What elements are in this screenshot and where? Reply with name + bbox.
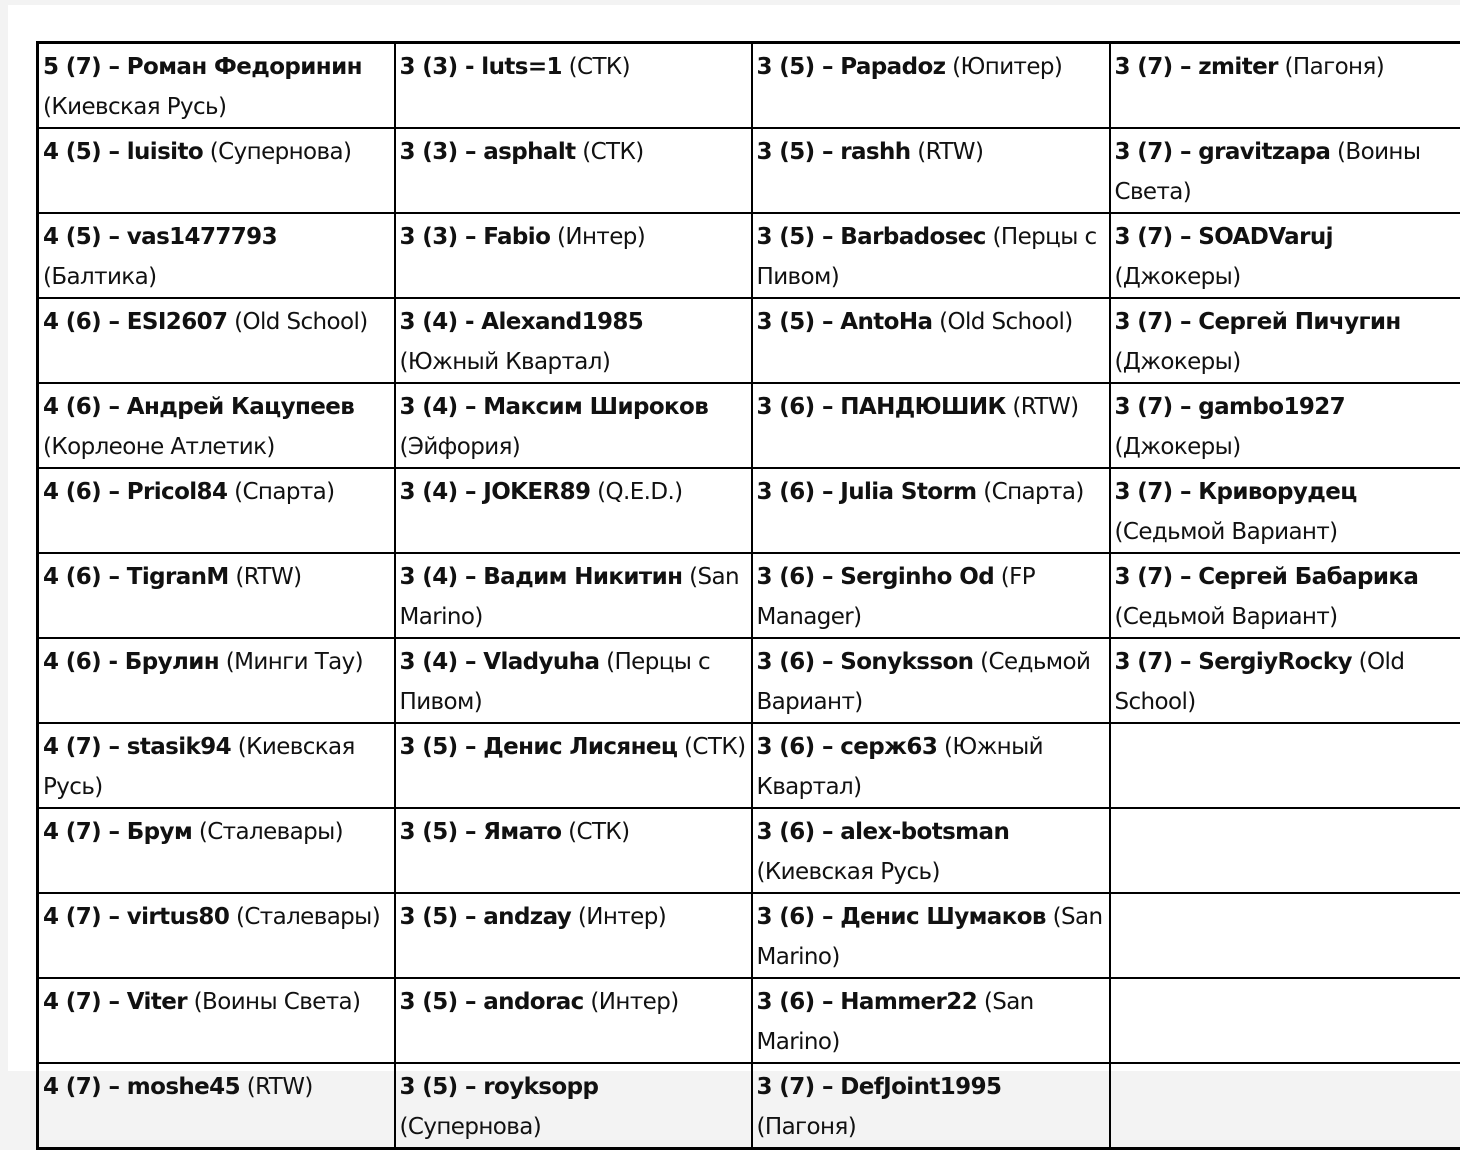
table-row (38, 298, 1460, 383)
player-team: (Пагоня) (1278, 54, 1384, 80)
player-team: (Сталевары) (192, 819, 343, 845)
player-team: (СТК) (562, 54, 630, 80)
player-score-name: 4 (6) – Pricol84 (43, 479, 227, 505)
table-cell (1110, 468, 1460, 553)
player-team: (Old School) (227, 309, 367, 335)
table-cell (1110, 808, 1460, 893)
table-row (38, 638, 1460, 723)
player-score-name: 3 (7) – gambo1927 (1115, 394, 1346, 420)
player-score-name: 3 (4) - Alexand1985 (400, 309, 644, 335)
player-team: (Джокеры) (1115, 264, 1241, 290)
player-score-name: 3 (6) – Serginho Od (757, 564, 995, 590)
table-cell (752, 468, 1110, 553)
player-score-name: 4 (6) – TigranM (43, 564, 229, 590)
player-score-name: 3 (3) – asphalt (400, 139, 576, 165)
table-cell (38, 808, 395, 893)
table-cell (752, 808, 1110, 893)
player-team: (Седьмой Вариант) (1115, 519, 1338, 545)
table-cell (752, 383, 1110, 468)
table-cell (1110, 213, 1460, 298)
player-team: (San Marino) (400, 564, 740, 630)
table-cell (395, 213, 752, 298)
player-score-name: 3 (7) – Сергей Пичугин (1115, 309, 1401, 335)
table-cell (752, 43, 1110, 129)
player-team: (Перцы с Пивом) (400, 649, 711, 715)
table-cell (752, 978, 1110, 1063)
table-cell (752, 638, 1110, 723)
player-team: (Балтика) (43, 264, 156, 290)
player-score-table (36, 41, 1460, 1150)
player-team: (Корлеоне Атлетик) (43, 434, 275, 460)
table-cell (1110, 383, 1460, 468)
player-score-name: 3 (5) – andzay (400, 904, 572, 930)
player-team: (Сталевары) (229, 904, 380, 930)
player-team: (Южный Квартал) (400, 349, 611, 375)
player-team: (Воины Света) (187, 989, 360, 1015)
player-team: (RTW) (229, 564, 302, 590)
player-team: (Киевская Русь) (43, 734, 355, 800)
player-team: (Минги Тау) (219, 649, 363, 675)
table-row (38, 808, 1460, 893)
table-cell (395, 128, 752, 213)
table-row (38, 468, 1460, 553)
player-score-name: 4 (6) - Брулин (43, 649, 219, 675)
player-team: (Old School) (1115, 649, 1405, 715)
player-score-name: 4 (5) – luisito (43, 139, 203, 165)
table-cell (1110, 978, 1460, 1063)
table-cell (395, 468, 752, 553)
player-team: (Эйфория) (400, 434, 521, 460)
player-team: (Седьмой Вариант) (757, 649, 1091, 715)
table-cell (38, 553, 395, 638)
document-sheet (8, 5, 1460, 1071)
player-team: (Юпитер) (945, 54, 1062, 80)
player-team: (Интер) (584, 989, 679, 1015)
player-score-name: 4 (7) – Viter (43, 989, 187, 1015)
player-score-name: 3 (5) – Ямато (400, 819, 562, 845)
player-team: (Перцы с Пивом) (757, 224, 1097, 290)
table-row (38, 893, 1460, 978)
player-score-name: 3 (7) – DefJoint1995 (757, 1074, 1002, 1100)
player-score-name: 3 (7) – Криворудец (1115, 479, 1357, 505)
table-row (38, 128, 1460, 213)
table-cell (38, 43, 395, 129)
table-cell (395, 808, 752, 893)
table-cell (38, 893, 395, 978)
player-team: (СТК) (561, 819, 629, 845)
table-cell (395, 723, 752, 808)
table-cell (395, 553, 752, 638)
player-team: (Киевская Русь) (43, 94, 226, 120)
player-score-name: 3 (5) – rashh (757, 139, 911, 165)
player-team: (RTW) (240, 1074, 313, 1100)
player-score-name: 3 (6) – ПАНДЮШИК (757, 394, 1006, 420)
player-team: (San Marino) (757, 904, 1103, 970)
player-team: (San Marino) (757, 989, 1034, 1055)
table-row (38, 383, 1460, 468)
player-team: (Джокеры) (1115, 349, 1241, 375)
table-cell (1110, 298, 1460, 383)
table-row (38, 553, 1460, 638)
player-team: (Супернова) (203, 139, 351, 165)
table-cell (752, 553, 1110, 638)
table-cell (38, 383, 395, 468)
player-score-name: 3 (5) – Barbadosec (757, 224, 986, 250)
player-score-name: 3 (5) – royksopp (400, 1074, 599, 1100)
player-team: (Спарта) (977, 479, 1084, 505)
table-cell (752, 128, 1110, 213)
table-cell (1110, 893, 1460, 978)
table-cell (395, 298, 752, 383)
table-cell (395, 893, 752, 978)
player-score-name: 3 (4) – Вадим Никитин (400, 564, 683, 590)
table-cell (38, 1063, 395, 1149)
player-team: (Седьмой Вариант) (1115, 604, 1338, 630)
player-team: (Воины Света) (1115, 139, 1421, 205)
player-score-name: 3 (5) – Papadoz (757, 54, 946, 80)
player-score-name: 3 (6) – Hammer22 (757, 989, 978, 1015)
player-score-name: 3 (6) – Денис Шумаков (757, 904, 1046, 930)
table-row (38, 213, 1460, 298)
player-score-name: 3 (5) – Денис Лисянец (400, 734, 678, 760)
table-cell (38, 213, 395, 298)
player-score-name: 3 (5) – AntoHa (757, 309, 933, 335)
player-score-name: 4 (7) – stasik94 (43, 734, 231, 760)
player-score-name: 4 (7) – Брум (43, 819, 192, 845)
player-team: (Интер) (550, 224, 645, 250)
player-team: (Пагоня) (757, 1114, 857, 1140)
player-score-name: 3 (4) – Vladyuha (400, 649, 600, 675)
player-score-name: 3 (3) – Fabio (400, 224, 551, 250)
player-team: (Спарта) (227, 479, 334, 505)
player-score-name: 3 (5) – andorac (400, 989, 584, 1015)
player-score-name: 3 (7) – Сергей Бабарика (1115, 564, 1419, 590)
table-cell (395, 1063, 752, 1149)
player-score-name: 3 (6) – Julia Storm (757, 479, 977, 505)
table-cell (38, 298, 395, 383)
table-cell (752, 1063, 1110, 1149)
table-row (38, 43, 1460, 129)
player-score-name: 3 (7) – gravitzapa (1115, 139, 1331, 165)
player-score-name: 3 (6) – alex-botsman (757, 819, 1010, 845)
table-cell (38, 468, 395, 553)
player-score-name: 3 (6) – Sonyksson (757, 649, 974, 675)
table-cell (38, 978, 395, 1063)
player-score-name: 4 (5) – vas1477793 (43, 224, 277, 250)
player-team: (Южный Квартал) (757, 734, 1044, 800)
table-row (38, 1063, 1460, 1149)
player-score-name: 3 (4) – Максим Широков (400, 394, 709, 420)
table-cell (1110, 1063, 1460, 1149)
player-score-name: 5 (7) – Роман Федоринин (43, 54, 362, 80)
player-team: (RTW) (1006, 394, 1079, 420)
table-cell (752, 893, 1110, 978)
table-cell (38, 128, 395, 213)
table-cell (395, 43, 752, 129)
player-score-name: 4 (6) – ESI2607 (43, 309, 227, 335)
player-team: (СТК) (677, 734, 745, 760)
player-score-name: 3 (3) - luts=1 (400, 54, 562, 80)
table-cell (395, 978, 752, 1063)
player-team: (RTW) (911, 139, 984, 165)
table-cell (1110, 553, 1460, 638)
player-score-name: 3 (4) – JOKER89 (400, 479, 591, 505)
table-cell (1110, 723, 1460, 808)
player-team: (СТК) (576, 139, 644, 165)
table-cell (38, 723, 395, 808)
player-score-name: 3 (7) – zmiter (1115, 54, 1278, 80)
table-cell (752, 213, 1110, 298)
table-cell (1110, 128, 1460, 213)
table-row (38, 978, 1460, 1063)
player-score-name: 3 (6) – серж63 (757, 734, 938, 760)
player-team: (Old School) (932, 309, 1072, 335)
player-score-table-body (38, 43, 1460, 1149)
player-score-name: 3 (7) – SOADVaruj (1115, 224, 1333, 250)
player-score-name: 4 (7) – moshe45 (43, 1074, 240, 1100)
table-cell (1110, 638, 1460, 723)
table-cell (752, 298, 1110, 383)
player-team: (Q.E.D.) (590, 479, 682, 505)
table-cell (38, 638, 395, 723)
table-cell (1110, 43, 1460, 129)
player-score-name: 3 (7) – SergiyRocky (1115, 649, 1352, 675)
player-team: (Супернова) (400, 1114, 542, 1140)
table-cell (752, 723, 1110, 808)
table-cell (395, 638, 752, 723)
table-cell (395, 383, 752, 468)
player-score-name: 4 (7) – virtus80 (43, 904, 229, 930)
player-team: (Джокеры) (1115, 434, 1241, 460)
player-team: (Интер) (571, 904, 666, 930)
player-team: (FP Manager) (757, 564, 1036, 630)
player-score-name: 4 (6) – Андрей Кацупеев (43, 394, 354, 420)
table-row (38, 723, 1460, 808)
player-team: (Киевская Русь) (757, 859, 940, 885)
